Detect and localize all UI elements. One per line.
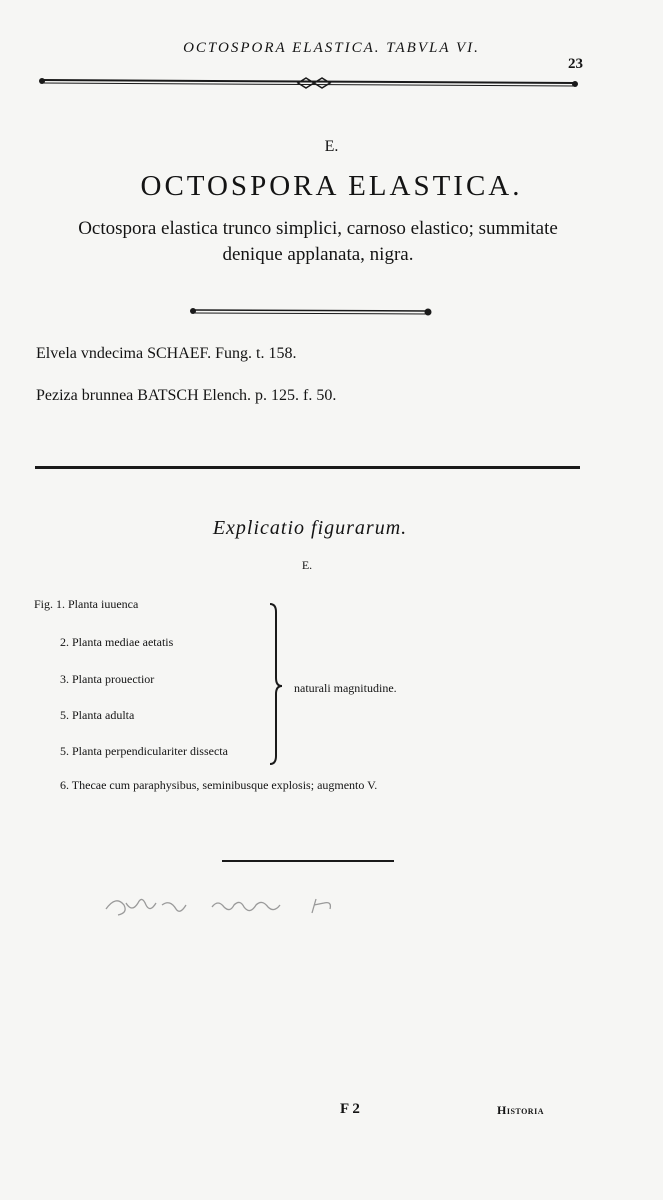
figure-caption-1: Fig. 1. Planta iuuenca — [34, 597, 139, 611]
synonym-2: Peziza brunnea BATSCH Elench. p. 125. f. 50. — [36, 387, 337, 404]
handwritten-pencil-note — [102, 885, 362, 925]
ornamental-divider — [188, 304, 433, 318]
figure-caption-2: 2. Planta mediae aetatis — [60, 635, 174, 649]
figure-caption-3: 3. Planta prouectior — [60, 672, 155, 686]
figure-caption-6: 6. Thecae cum paraphysibus, seminibusque explosis; augmento V. — [60, 778, 378, 792]
section-letter: E. — [324, 138, 339, 155]
brace-label: naturali magnitudine. — [294, 681, 397, 695]
grouping-brace — [256, 598, 292, 768]
explanation-heading: Explicatio figurarum. — [212, 517, 408, 539]
diagnosis — [38, 216, 598, 268]
ornamental-head-rule — [36, 72, 581, 92]
diagnosis-line-1: Octospora elastica trunco simplici, carnoso elastico; summitate — [78, 218, 558, 239]
section-rule — [35, 466, 580, 469]
species-title: OCTOSPORA ELASTICA. — [140, 170, 523, 202]
running-head: OCTOSPORA ELASTICA. TABVLA VI. — [183, 40, 480, 56]
page-number: 23 — [568, 56, 583, 72]
catchword: Historia — [497, 1103, 544, 1117]
signature-mark: F 2 — [340, 1101, 360, 1117]
figure-caption-4: 5. Planta adulta — [60, 708, 135, 722]
synonym-1: Elvela vndecima SCHAEF. Fung. t. 158. — [36, 345, 297, 362]
figure-caption-5: 5. Planta perpendiculariter dissecta — [60, 744, 228, 758]
diagnosis-line-2: denique applanata, nigra. — [222, 244, 414, 265]
closing-rule — [222, 860, 394, 862]
explanation-letter: E. — [301, 558, 313, 572]
